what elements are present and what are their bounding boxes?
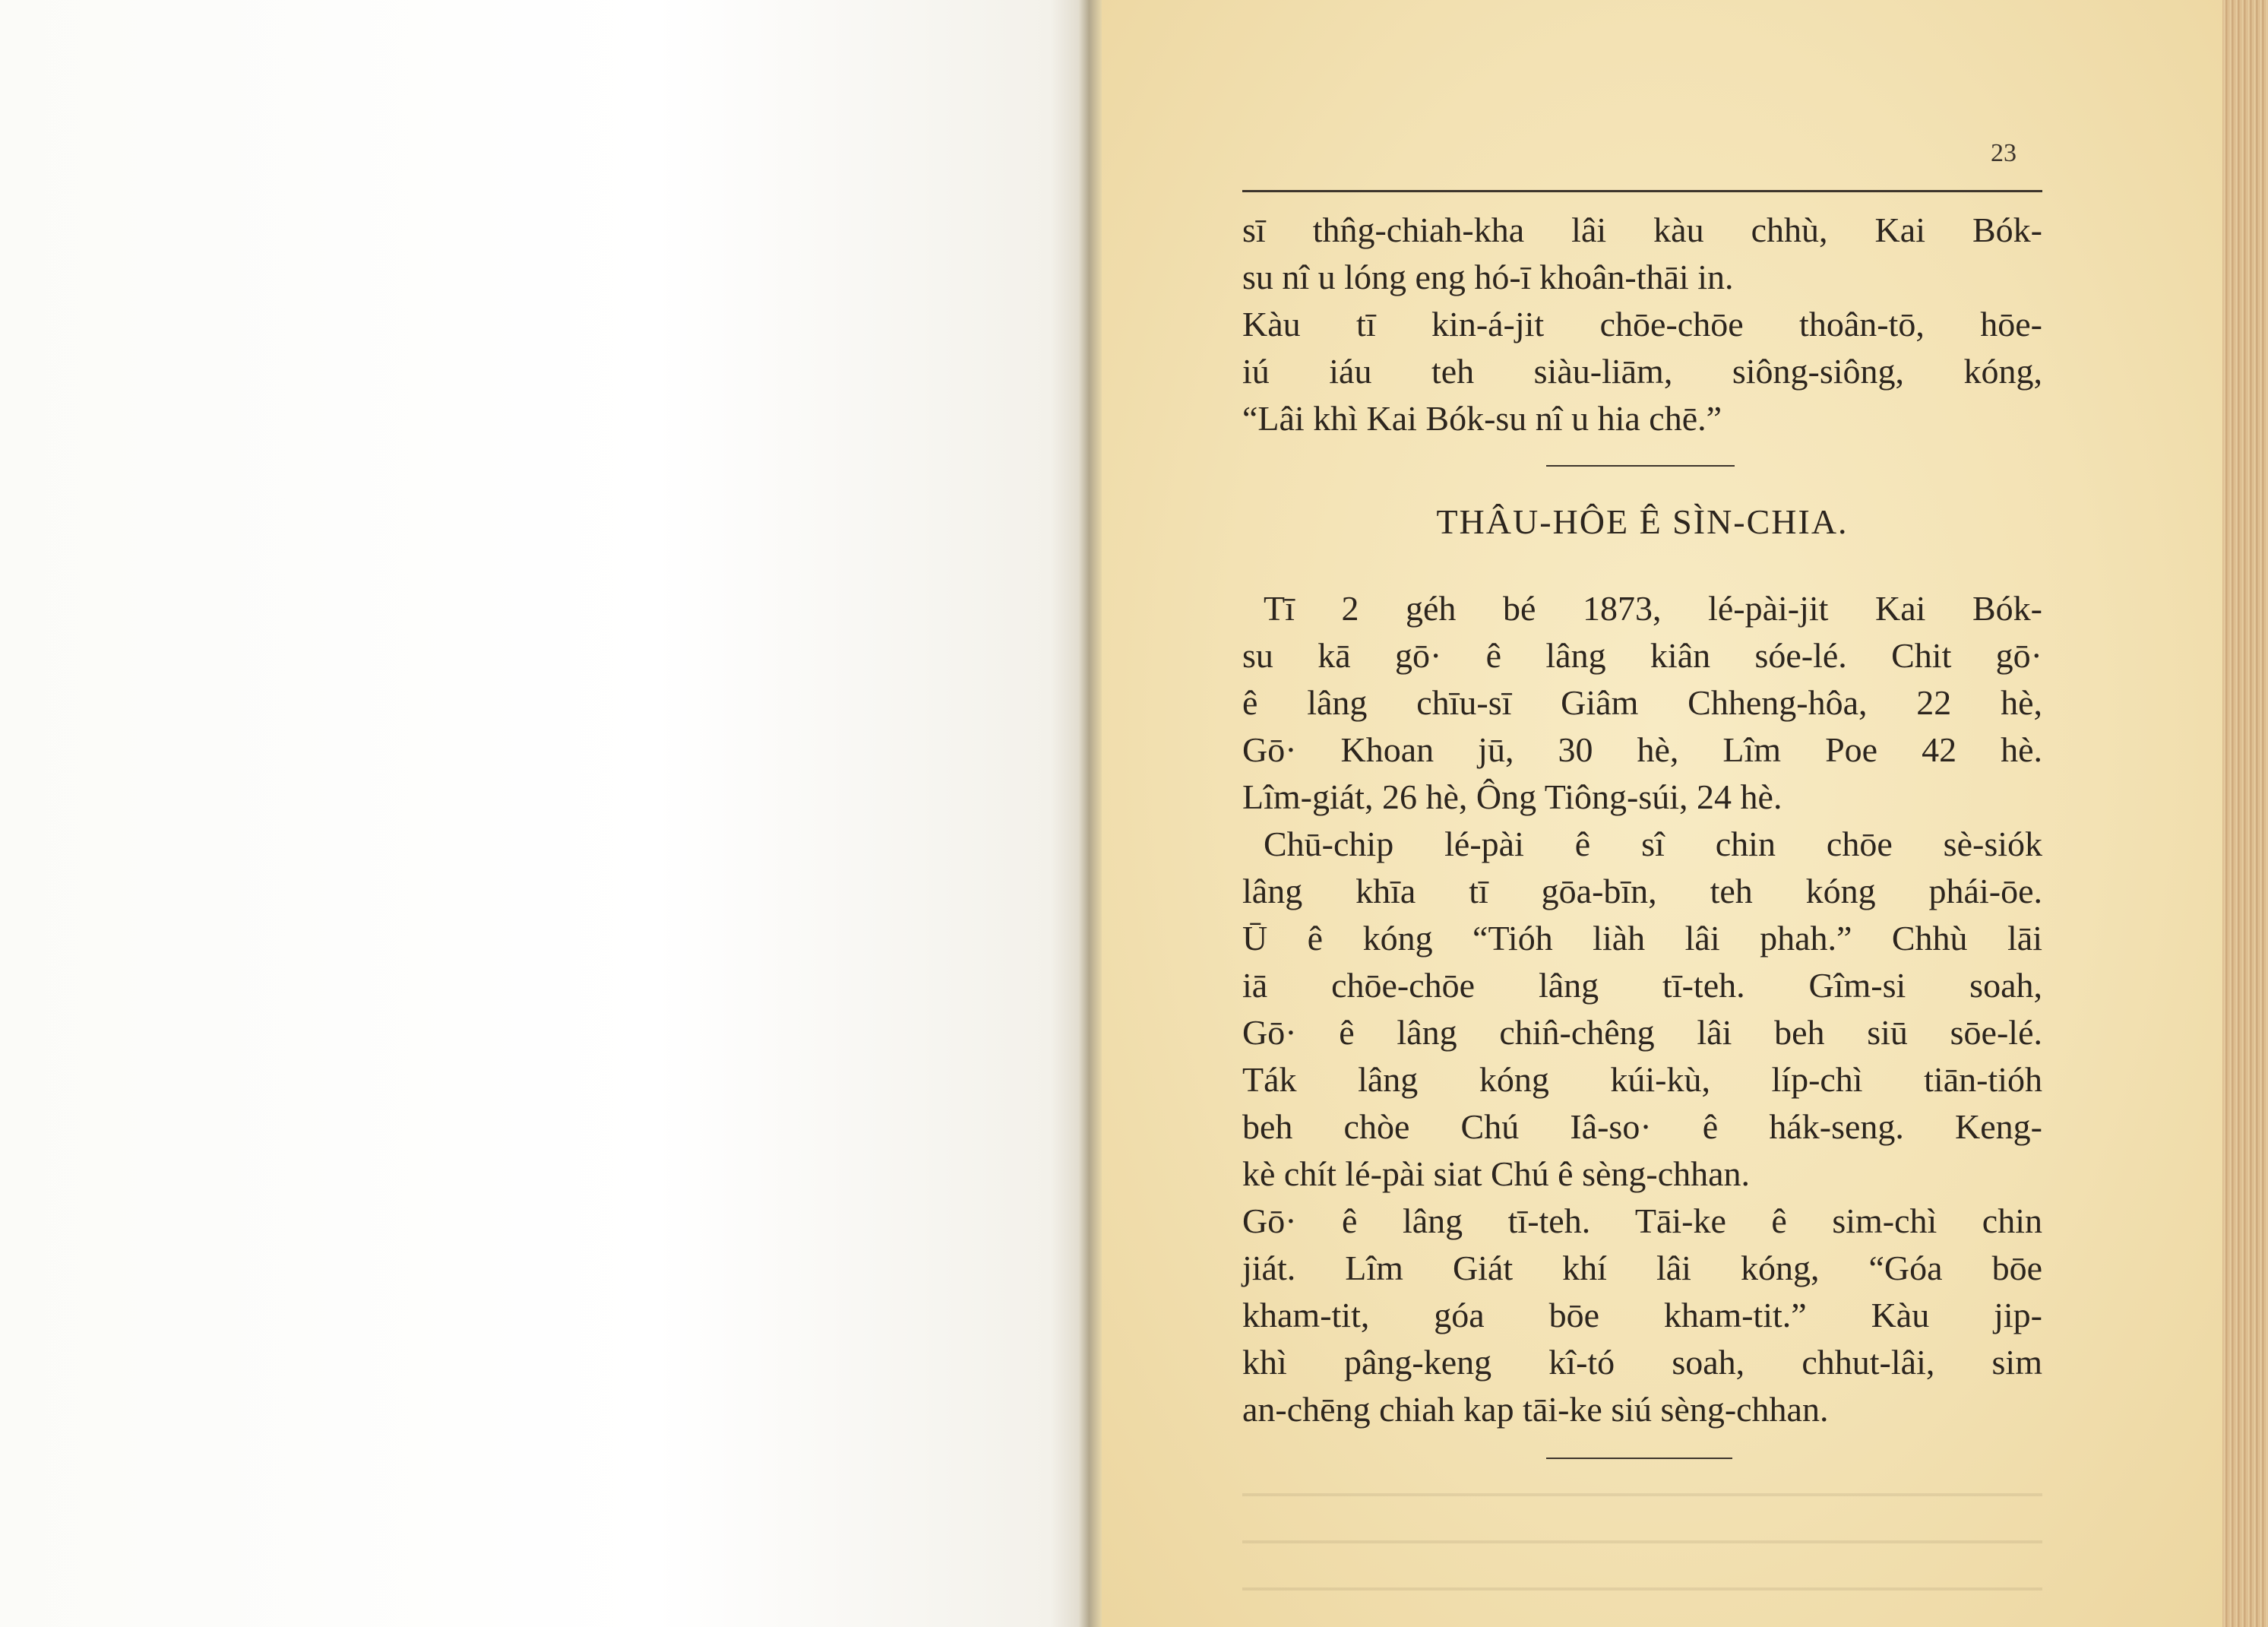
page-number: 23 xyxy=(1991,139,2017,167)
left-blank-page xyxy=(0,0,1094,1627)
show-through-text xyxy=(1242,1470,2042,1592)
section-title: THÂU-HÔE Ê SÌN-CHIA. xyxy=(1436,502,1849,541)
text-line: iā chōe-chōe lâng tī-teh. Gîm-si soah, xyxy=(1242,966,2042,1005)
text-line: beh chòe Chú Iâ-so· ê hák-seng. Keng- xyxy=(1242,1107,2042,1146)
book-gutter xyxy=(1079,0,1102,1627)
text-line: su kā gō· ê lâng kiân sóe-lé. Chit gō· xyxy=(1242,636,2042,675)
section-divider xyxy=(1546,465,1735,467)
text-line: Gō· ê lâng tī-teh. Tāi-ke ê sim-chì chin xyxy=(1242,1201,2042,1240)
text-line: ê lâng chīu-sī Giâm Chheng-hôa, 22 hè, xyxy=(1242,683,2042,722)
section-body xyxy=(1242,585,2042,1433)
header-rule xyxy=(1242,190,2042,192)
text-line: Lîm-giát, 26 hè, Ông Tiông-súi, 24 hè. xyxy=(1242,777,1782,816)
text-line: su nî u lóng eng hó-ī khoân-thāi in. xyxy=(1242,258,1734,296)
text-line: Ū ê kóng “Tióh liàh lâi phah.” Chhù lāi xyxy=(1242,919,2042,958)
text-line: “Lâi khì Kai Bók-su nî u hia chē.” xyxy=(1242,399,1722,438)
text-line: lâng khīa tī gōa-bīn, teh kóng phái-ōe. xyxy=(1242,872,2042,910)
text-line: kè chít lé-pài siat Chú ê sèng-chhan. xyxy=(1242,1154,1751,1193)
text-line: Ták lâng kóng kúi-kù, líp-chì tiān-tióh xyxy=(1242,1060,2042,1099)
text-line: Gō· Khoan jū, 30 hè, Lîm Poe 42 hè. xyxy=(1242,730,2042,769)
opening-paragraph xyxy=(1242,207,2042,442)
text-line: Chū-chip lé-pài ê sî chin chōe sè-siók xyxy=(1264,825,2042,863)
text-line: jiát. Lîm Giát khí lâi kóng, “Góa bōe xyxy=(1242,1249,2042,1287)
footer-divider xyxy=(1546,1458,1732,1459)
text-line: Kàu tī kin-á-jit chōe-chōe thoân-tō, hōe- xyxy=(1242,305,2042,343)
text-line: an-chēng chiah kap tāi-ke siú sèng-chhan. xyxy=(1242,1390,1829,1429)
text-line: Tī 2 géh bé 1873, lé-pài-jit Kai Bók- xyxy=(1264,589,2042,628)
page-edges xyxy=(2222,0,2268,1627)
text-line: khì pâng-keng kî-tó soah, chhut-lâi, sim xyxy=(1242,1343,2042,1382)
text-line: iú iáu teh siàu-liām, siông-siông, kóng, xyxy=(1242,352,2042,391)
text-line: Gō· ê lâng chin̂-chêng lâi beh siū sōe-lé. xyxy=(1242,1013,2042,1052)
text-line: sī thn̂g-chiah-kha lâi kàu chhù, Kai Bók- xyxy=(1242,210,2042,249)
text-line: kham-tit, góa bōe kham-tit.” Kàu jip- xyxy=(1242,1296,2042,1334)
